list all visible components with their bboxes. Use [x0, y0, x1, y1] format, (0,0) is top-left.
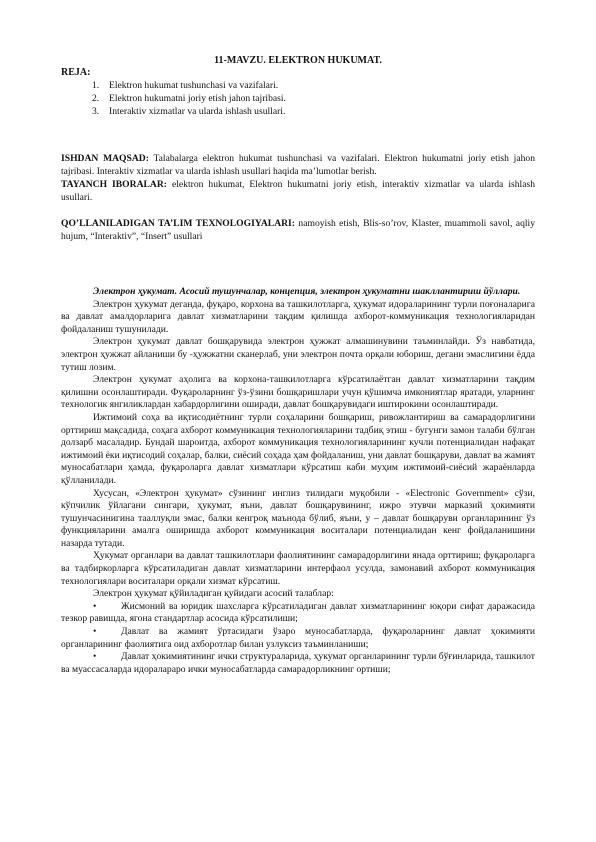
- bullet-item: [61, 601, 535, 626]
- list-item: [92, 93, 286, 106]
- technologies-paragraph: [61, 218, 535, 243]
- technologies-label: QO’LLANILADIGAN TA’LIM TEXNOLOGIYALARI:: [61, 218, 295, 229]
- paragraph: Ҳукумат органлари ва давлат ташкилотлари фаолиятининг самарадорлигини янада орттириш; фуқароларга ва тадбиркорларга кўрсатиладиган давлат хизматларини интерфаол усулда, замонавий ахборот коммуникация технологиялари воситалари орқали хизмат кўрсатиш.: [61, 550, 535, 587]
- technologies-text: namoyish etish, Blis-so’rov, Klaster, muammoli savol, aqliy hujum, “Interaktiv”, “Insert” usullari: [61, 218, 535, 242]
- paragraph: Электрон ҳукумат қўйиладиган қуйидаги асосий талаблар:: [93, 588, 334, 600]
- plan-label: REJA:: [61, 67, 91, 78]
- section-heading: Электрон ҳукумат. Асосий тушунчалар, концепция, электрон ҳукуматни шакллантириш йўллари.: [93, 286, 521, 297]
- list-item-text: Elektron hukumatni joriy etish jahon tajribasi.: [109, 93, 286, 105]
- bullet-text: Давлат ва жамият ўртасидаги ўзаро муносабатларда, фуқароларнинг давлат ҳокимияти органларининг фаолиятига оид ахборотлар билан узлуксиз таъминланиши;: [61, 626, 535, 650]
- bullet-marker: •: [93, 651, 97, 663]
- list-item: [92, 80, 286, 93]
- paragraph: Электрон ҳукумат аҳолига ва корхона-ташкилотларга кўрсатилаётган давлат хизматларини тақдим қилишни осонлаштиради. Фуқароларнинг ўз-ўзини бошқаришлари учун қўшимча имкониятлар яратади, уларнинг технологик янгиликлардан хабардорлигини оширади, давлат бошқарувидаги иштирокини осонлаштиради.: [61, 374, 535, 411]
- list-item-number: 2.: [92, 93, 100, 105]
- bullet-marker: •: [93, 600, 97, 612]
- plan-list: [92, 80, 286, 120]
- keywords-paragraph: [61, 179, 535, 204]
- list-item-text: Elektron hukumat tushunchasi va vazifalari.: [109, 80, 279, 91]
- list-item-number: 1.: [92, 80, 100, 91]
- bullet-marker: •: [93, 626, 97, 638]
- objective-text: Talabalarga elektron hukumat tushunchasi va vazifalari. Elektron hukumatni joriy etish jahon tajribasi. Interaktiv xizmatlar va ularda ishlash usullari haqida ma’lumotlar berish.: [61, 153, 535, 177]
- bullet-item: [61, 626, 535, 651]
- objective-label: ISHDAN MAQSAD:: [61, 153, 149, 164]
- list-item-text: Interaktiv xizmatlar va ularda ishlash usullari.: [109, 106, 286, 118]
- keywords-text: elektron hukumat, Elektron hukumatni joriy etish, interaktiv xizmatlar va ularda ishlash usullari.: [61, 179, 535, 203]
- paragraph: Электрон ҳукумат давлат бошқарувида электрон ҳужжат алмашинувини таъминлайди. Ўз навбатида, электрон ҳужжат айланиши бу -ҳужжатни сканерлаб, уни электрон почта орқали юбориш, дегани эмаслигини ёдда тутиш лозим.: [61, 336, 535, 373]
- paragraph: Ижтимоий соҳа ва иқтисодиётнинг турли соҳаларини бошқариш, ривожлантириш ва самарадорлигини орттириш мақсадида, соҳага ахборот коммуникация технологияларини тадбиқ этиш - бугунги замон талаби бўлган долзарб масаладир. Бундай шароитда, ахборот коммуникация технологияларининг кучли потенциалидан нафақат ижтимоий ёки иқтисодий соҳалар, балки, сиёсий соҳада ҳам фойдаланиш, уни давлат бошқаруви, давлат ва жамият муносабатлари ҳамда, фуқароларга давлат хизматлари кўрсатиш каби муҳим ижтимоий-сиёсий жараёнларда қўлланилади.: [61, 411, 535, 486]
- list-item: [92, 106, 286, 119]
- paragraph: Хусусан, «Электрон ҳукумат» сўзининг инглиз тилидаги муқобили - «Electronic Government» сўзи, кўпчилик ўйлагани сингари, ҳукумат, яъни, давлат бошқарувининг, ижро этувчи марказий ҳокимияти тушунчасинигина тааллуқли эмас, балки кенгроқ маънода бўлиб, яъни, у – давлат бошқаруви органларининг ўз функцияларини амалга оширишда ахборот коммуникация воситалари потенциалидан кенг фойдаланишини назарда тутади.: [61, 487, 535, 549]
- page-title: 11-MAVZU. ELEKTRON HUKUMAT.: [214, 55, 382, 66]
- paragraph: Электрон ҳукумат деганда, фуқаро, корхона ва ташкилотларга, ҳукумат идораларининг турли поғоналарига ва давлат амалдорларига давлат хизматларини тақдим қилишда ахборот-коммуникация технологияларидан фойдаланиш тушунилади.: [61, 298, 535, 335]
- objective-paragraph: [61, 153, 535, 178]
- main-text: [61, 286, 535, 676]
- list-item-number: 3.: [92, 106, 100, 118]
- bullet-item: [61, 651, 535, 676]
- bullet-text: Давлат ҳокимиятининг ички структураларида, ҳукумат органларининг турли бўғинларида, ташкилот ва муассасаларда идоралараро ички муносабатларда самарадорликнинг ортиши;: [61, 651, 535, 675]
- bullet-text: Жисмоний ва юридик шахсларга кўрсатиладиган давлат хизматларининг юқори сифат даражасида тезкор равишда, ягона стандартлар асосида кўрсатилиши;: [61, 600, 535, 625]
- keywords-label: TAYANCH IBORALAR:: [61, 179, 167, 190]
